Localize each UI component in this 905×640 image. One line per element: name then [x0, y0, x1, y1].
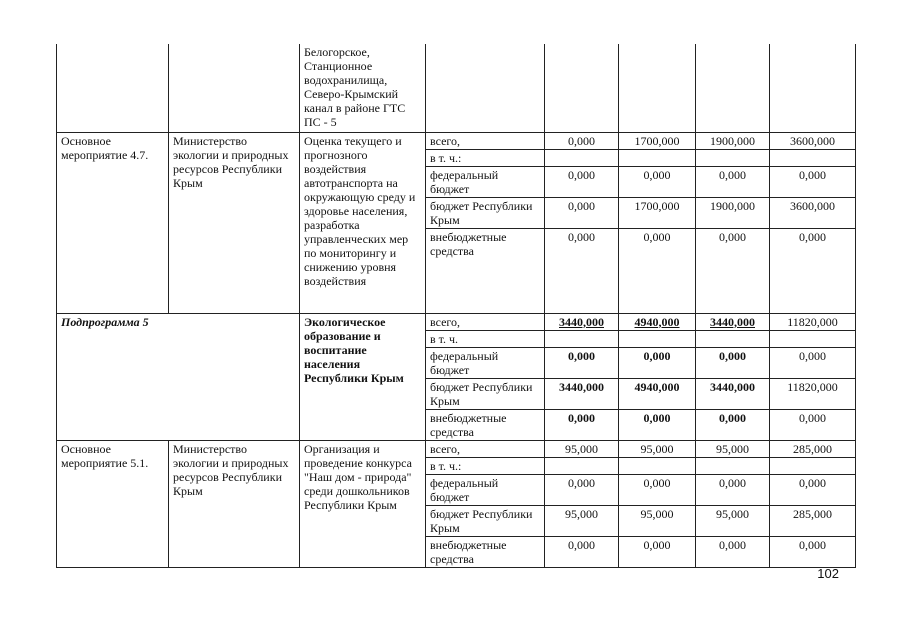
funding-label: внебюджетные средства [426, 228, 545, 313]
funding-label: всего, [426, 440, 545, 457]
value-cell: 95,000 [545, 440, 619, 457]
value-cell: 0,000 [696, 536, 770, 567]
value-cell: 0,000 [545, 228, 619, 313]
value-cell: 4940,000 [619, 378, 696, 409]
value-cell: 0,000 [696, 474, 770, 505]
funding-label: бюджет Республики Крым [426, 505, 545, 536]
value-cell: 95,000 [545, 505, 619, 536]
value-cell: 4940,000 [619, 313, 696, 330]
executor-cell: Министерство экологии и природных ресурсов Республики Крым [169, 132, 300, 313]
value-cell: 0,000 [545, 474, 619, 505]
value-cell: 0,000 [619, 347, 696, 378]
description-cell: Организация и проведение конкурса "Наш дом - природа" среди дошкольников Республики Крым [300, 440, 426, 567]
value-cell: 285,000 [770, 440, 856, 457]
value-cell: 0,000 [619, 166, 696, 197]
funding-label: федеральный бюджет [426, 474, 545, 505]
value-cell: 0,000 [696, 228, 770, 313]
table-row [57, 313, 856, 330]
value-cell: 3440,000 [696, 378, 770, 409]
subprogram-name-cell: Подпрограмма 5 [57, 313, 300, 440]
value-cell: 3600,000 [770, 197, 856, 228]
value-cell: 0,000 [619, 474, 696, 505]
value-cell: 1700,000 [619, 197, 696, 228]
value-cell: 0,000 [619, 409, 696, 440]
value-cell: 0,000 [770, 474, 856, 505]
value-cell: 0,000 [770, 409, 856, 440]
value-cell: 1900,000 [696, 132, 770, 149]
value-cell: 0,000 [770, 166, 856, 197]
value-cell: 0,000 [545, 166, 619, 197]
value-cell: 11820,000 [770, 313, 856, 330]
funding-label: в т. ч.: [426, 457, 545, 474]
funding-label: федеральный бюджет [426, 166, 545, 197]
value-cell: 0,000 [545, 132, 619, 149]
value-cell: 95,000 [619, 505, 696, 536]
value-cell: 0,000 [770, 228, 856, 313]
value-cell: 0,000 [545, 536, 619, 567]
value-cell: 285,000 [770, 505, 856, 536]
funding-label: бюджет Республики Крым [426, 197, 545, 228]
value-cell: 0,000 [545, 347, 619, 378]
value-cell: 95,000 [619, 440, 696, 457]
value-cell: 0,000 [696, 409, 770, 440]
value-cell: 3600,000 [770, 132, 856, 149]
funding-label: в т. ч.: [426, 149, 545, 166]
funding-label: внебюджетные средства [426, 536, 545, 567]
value-cell: 0,000 [619, 536, 696, 567]
table-row [57, 132, 856, 149]
value-cell: 3440,000 [696, 313, 770, 330]
value-cell: 0,000 [545, 409, 619, 440]
table-row [57, 440, 856, 457]
description-cell: Экологическое образование и воспитание населения Республики Крым [300, 313, 426, 440]
value-cell: 1900,000 [696, 197, 770, 228]
value-cell: 11820,000 [770, 378, 856, 409]
description-cell: Белогорское, Станционное водохранилища, Северо-Крымский канал в районе ГТС ПС - 5 [300, 44, 426, 132]
funding-label: федеральный бюджет [426, 347, 545, 378]
activity-name-cell: Основное мероприятие 4.7. [57, 132, 169, 313]
activity-name-cell: Основное мероприятие 5.1. [57, 440, 169, 567]
value-cell: 95,000 [696, 505, 770, 536]
budget-table [56, 44, 856, 568]
value-cell: 3440,000 [545, 313, 619, 330]
funding-label: внебюджетные средства [426, 409, 545, 440]
value-cell: 0,000 [770, 536, 856, 567]
executor-cell: Министерство экологии и природных ресурсов Республики Крым [169, 440, 300, 567]
description-cell: Оценка текущего и прогнозного воздействия автотранспорта на окружающую среду и здоровье населения, разработка управленческих мер по мониторингу и снижению уровня воздействия [300, 132, 426, 313]
funding-label: бюджет Республики Крым [426, 378, 545, 409]
value-cell: 95,000 [696, 440, 770, 457]
value-cell: 0,000 [696, 166, 770, 197]
value-cell: 0,000 [619, 228, 696, 313]
value-cell: 0,000 [770, 347, 856, 378]
page-number: 102 [817, 566, 839, 581]
funding-label: всего, [426, 313, 545, 330]
table-row [57, 44, 856, 132]
value-cell: 3440,000 [545, 378, 619, 409]
value-cell: 0,000 [545, 197, 619, 228]
funding-label: в т. ч. [426, 330, 545, 347]
funding-label: всего, [426, 132, 545, 149]
value-cell: 1700,000 [619, 132, 696, 149]
value-cell: 0,000 [696, 347, 770, 378]
